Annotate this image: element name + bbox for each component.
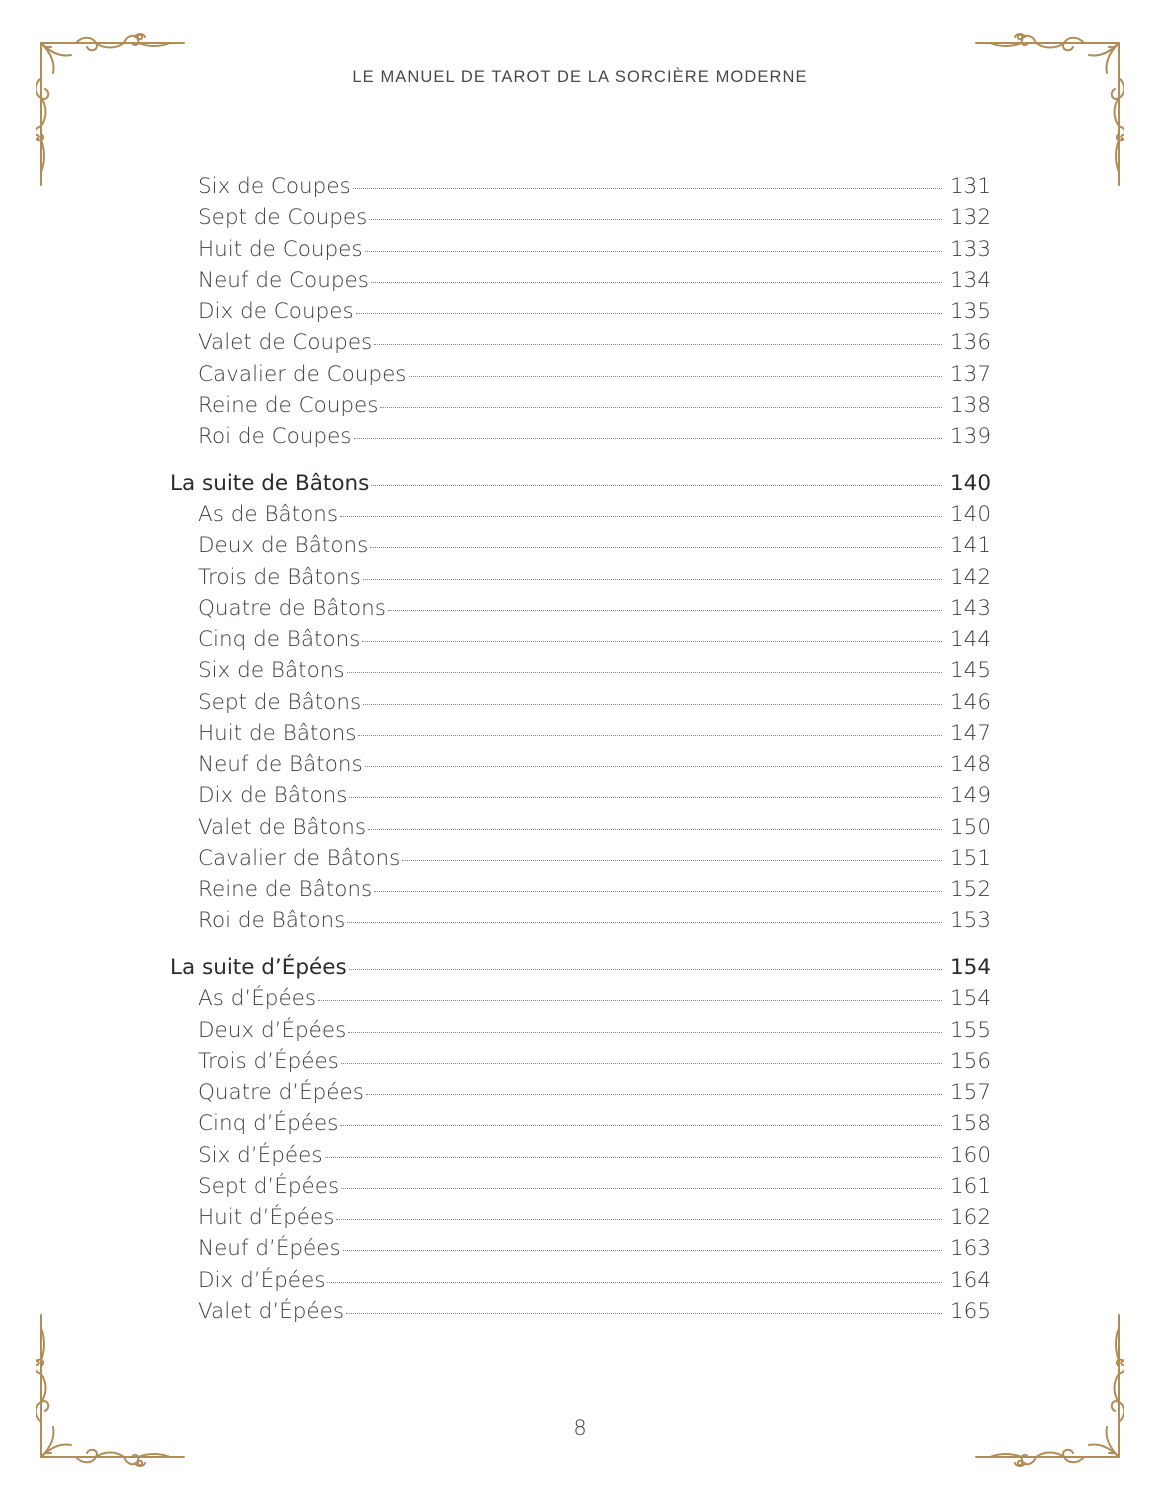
toc-entry-page: 150 [950,814,992,840]
toc-entry-page: 158 [950,1111,992,1137]
toc-entry[interactable] [170,327,990,358]
toc-entry-title: Huit d’Épées [198,1205,335,1230]
toc-entry-page: 140 [950,470,992,496]
toc-entry-page: 152 [950,877,992,902]
ornamental-corner-bottom-right [974,1312,1124,1467]
toc-entry-title: Six de Bâtons [198,658,345,684]
toc-entry-title: Quatre d’Épées [198,1080,364,1105]
toc-entry-title: Sept d’Épées [198,1173,340,1199]
toc-entry[interactable] [170,1233,990,1264]
dot-leader [348,1031,942,1033]
dot-leader [340,1124,942,1126]
dot-leader [380,406,942,408]
toc-entry-title: Huit de Coupes [198,236,363,262]
toc-entry-page: 153 [950,908,992,934]
toc-entry[interactable] [170,687,990,718]
dot-leader [325,1156,942,1158]
page-number: 8 [573,1416,587,1440]
toc-entry-page: 138 [950,392,992,418]
dot-leader [362,640,942,642]
toc-entry-title: Valet d’Épées [198,1298,345,1324]
toc-entry[interactable] [170,983,990,1014]
toc-entry-page: 164 [950,1267,992,1293]
toc-entry-page: 143 [950,595,992,621]
toc-entry-title: Valet de Bâtons [198,814,367,840]
dot-leader [388,609,942,611]
toc-entry-title: Cavalier de Coupes [198,361,407,387]
toc-entry-title: As d’Épées [198,986,317,1012]
toc-entry[interactable] [170,1296,990,1327]
toc-entry-title: Six de Coupes [198,174,351,199]
toc-entry[interactable] [170,296,990,327]
dot-leader [366,1093,942,1095]
dot-leader [356,312,942,314]
toc-entry[interactable] [170,359,990,390]
dot-leader [343,1249,942,1251]
toc-entry[interactable] [170,655,990,686]
ornamental-corner-top-right [974,33,1124,188]
toc-entry-title: Reine de Bâtons [198,877,373,902]
toc-section-heading[interactable] [170,952,990,983]
toc-section-heading[interactable] [170,468,990,499]
toc-entry-title: Trois d’Épées [198,1048,339,1074]
toc-entry-page: 154 [950,955,992,980]
toc-entry-page: 162 [950,1205,992,1230]
toc-entry-title: Dix d’Épées [198,1267,326,1293]
dot-leader [341,1187,942,1189]
toc-group [170,171,990,452]
toc-entry-page: 155 [950,1017,992,1043]
dot-leader [318,999,942,1001]
toc-entry-page: 133 [950,236,992,262]
toc-entry-title: Cavalier de Bâtons [198,845,401,871]
dot-leader [402,859,942,861]
dot-leader [346,1312,942,1314]
toc-entry-title: Deux d’Épées [198,1017,347,1043]
toc-entry[interactable] [170,1171,990,1202]
toc-entry-title: As de Bâtons [198,502,339,527]
toc-entry-title: Roi de Coupes [198,424,352,449]
toc-entry[interactable] [170,624,990,655]
dot-leader [365,250,942,252]
dot-leader [365,765,942,767]
toc-entry[interactable] [170,1202,990,1233]
toc-entry-title: Neuf de Coupes [198,267,369,293]
toc-entry[interactable] [170,1108,990,1139]
toc-entry[interactable] [170,1015,990,1046]
toc-entry-page: 132 [950,205,992,231]
dot-leader [374,343,942,345]
toc-entry-title: La suite de Bâtons [170,470,370,496]
toc-entry-title: Neuf d’Épées [198,1236,341,1262]
toc-entry-page: 154 [950,986,992,1012]
toc-entry-title: Six d’Épées [198,1142,323,1168]
dot-leader [347,671,942,673]
toc-entry[interactable] [170,1046,990,1077]
toc-entry-title: Sept de Coupes [198,205,368,231]
dot-leader [363,703,942,705]
table-of-contents [170,171,990,1327]
dot-leader [371,484,942,486]
toc-entry-page: 148 [950,752,992,777]
toc-entry-page: 136 [950,330,992,356]
dot-leader [349,968,942,970]
toc-entry-title: La suite d’Épées [170,955,347,980]
toc-entry[interactable] [170,234,990,265]
toc-entry-title: Deux de Bâtons [198,533,369,559]
toc-entry-page: 131 [950,174,992,199]
toc-entry[interactable] [170,874,990,905]
toc-entry-page: 137 [950,361,992,387]
dot-leader [370,546,942,548]
toc-entry-page: 141 [950,533,992,559]
dot-leader [354,437,942,439]
dot-leader [353,187,942,189]
toc-group [170,468,990,937]
ornamental-corner-bottom-left [36,1312,186,1467]
toc-entry[interactable] [170,718,990,749]
toc-entry[interactable] [170,780,990,811]
toc-entry-page: 157 [950,1080,992,1105]
toc-entry-page: 161 [950,1173,992,1199]
toc-entry-page: 149 [950,783,992,809]
toc-entry-title: Roi de Bâtons [198,908,346,934]
toc-entry[interactable] [170,499,990,530]
toc-entry-title: Dix de Bâtons [198,783,348,809]
toc-entry-title: Cinq d’Épées [198,1111,339,1137]
dot-leader [358,734,942,736]
dot-leader [336,1218,942,1220]
toc-entry-page: 147 [950,720,992,746]
toc-entry[interactable] [170,265,990,296]
toc-entry-page: 142 [950,564,992,590]
dot-leader [341,1062,942,1064]
toc-entry-title: Trois de Bâtons [198,564,361,590]
dot-leader [349,796,942,798]
toc-entry-title: Sept de Bâtons [198,689,362,715]
toc-entry-title: Huit de Bâtons [198,720,357,746]
toc-entry-page: 134 [950,267,992,293]
toc-entry-page: 140 [950,502,992,527]
dot-leader [347,921,942,923]
toc-entry[interactable] [170,202,990,233]
toc-entry-page: 145 [950,658,992,684]
running-header: LE MANUEL DE TAROT DE LA SORCIÈRE MODERNE [352,68,808,86]
dot-leader [369,218,942,220]
toc-entry-page: 156 [950,1048,992,1074]
toc-entry[interactable] [170,1265,990,1296]
dot-leader [363,578,942,580]
toc-entry-title: Cinq de Bâtons [198,627,361,652]
toc-entry[interactable] [170,843,990,874]
dot-leader [368,828,942,830]
dot-leader [327,1281,942,1283]
toc-entry[interactable] [170,905,990,936]
toc-entry[interactable] [170,562,990,593]
toc-entry-title: Neuf de Bâtons [198,752,363,777]
toc-entry[interactable] [170,530,990,561]
toc-entry[interactable] [170,1077,990,1108]
toc-entry[interactable] [170,1140,990,1171]
toc-group [170,952,990,1327]
dot-leader [371,281,942,283]
toc-entry[interactable] [170,171,990,202]
toc-entry-page: 151 [950,845,992,871]
toc-entry[interactable] [170,421,990,452]
toc-entry-title: Quatre de Bâtons [198,595,386,621]
ornamental-corner-top-left [36,33,186,188]
toc-entry-page: 144 [950,627,992,652]
toc-entry-page: 139 [950,424,992,449]
toc-entry[interactable] [170,812,990,843]
dot-leader [374,890,942,892]
toc-entry-page: 163 [950,1236,992,1262]
toc-entry[interactable] [170,749,990,780]
toc-entry-title: Reine de Coupes [198,392,379,418]
toc-entry-page: 135 [950,299,992,324]
dot-leader [340,515,942,517]
toc-entry-title: Dix de Coupes [198,299,354,324]
toc-entry[interactable] [170,390,990,421]
toc-entry[interactable] [170,593,990,624]
dot-leader [409,375,942,377]
toc-entry-page: 146 [950,689,992,715]
toc-entry-page: 165 [950,1298,992,1324]
toc-entry-title: Valet de Coupes [198,330,373,356]
toc-entry-page: 160 [950,1142,992,1168]
